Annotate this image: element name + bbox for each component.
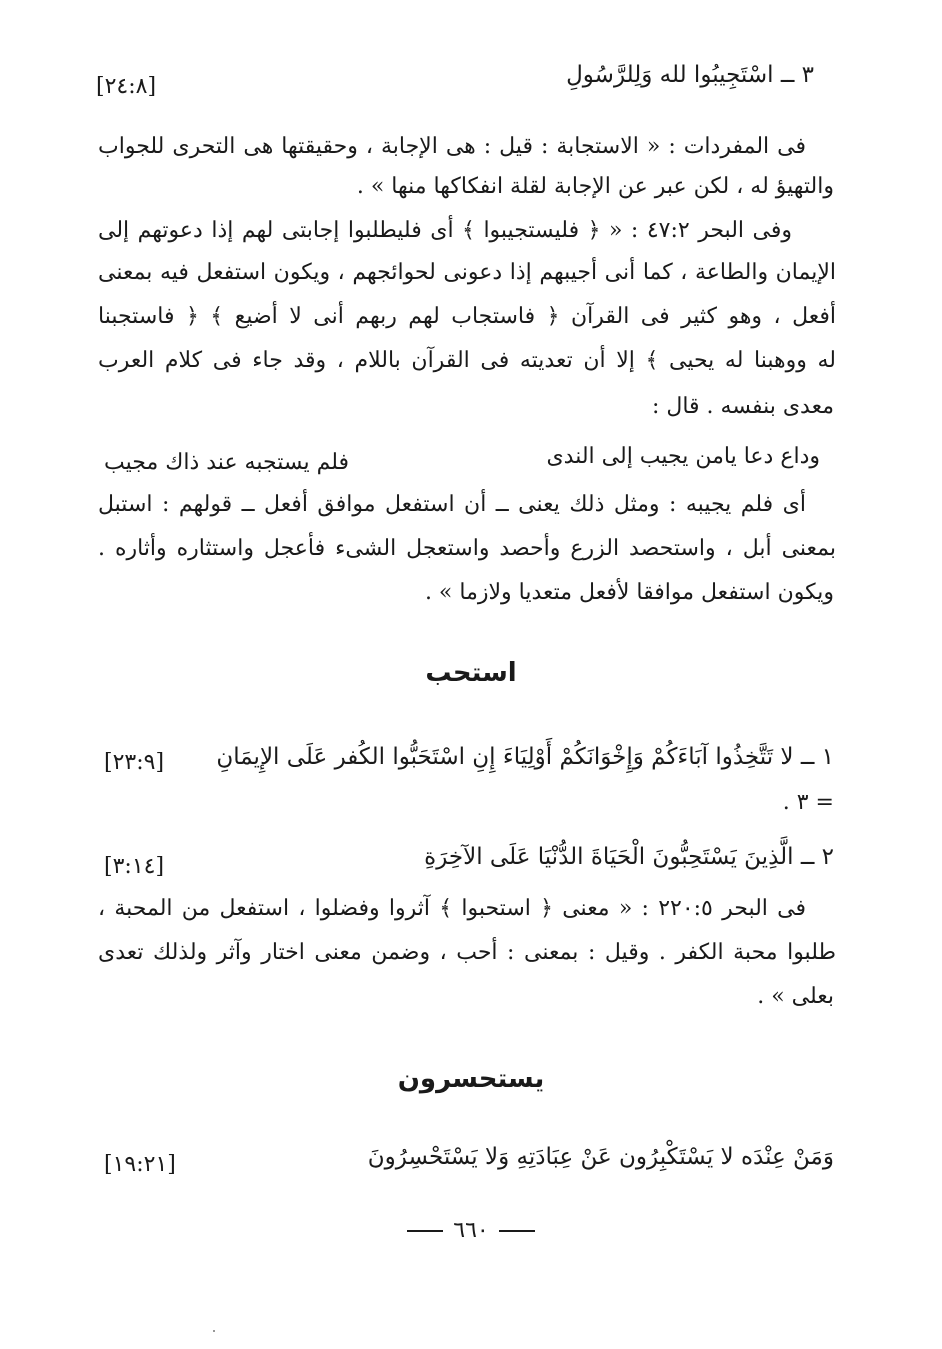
paragraph-line: الإيمان والطاعة ، كما أنى أجيبهم إذا دعونى لحوائجهم ، ويكون استفعل فيه بمعنى [98,260,837,285]
paragraph-line: بعلى » . [757,984,834,1009]
paragraph-line: = ٣ . [782,790,834,815]
verse-reference: [٣:١٤] [104,854,165,879]
paragraph-line: وفى البحر ٤٧:٢ : « ﴿ فليستجيبوا ﴾ أى فليطلبوا إجابتى لهم إذا دعوتهم إلى [98,218,792,243]
paragraph-line: فى البحر ٢٢٠:٥ : « معنى ﴿ استحبوا ﴾ آثروا وفضلوا ، استفعل من المحبة ، [98,896,806,921]
paragraph-line: أفعل ، وهو كثير فى القرآن ﴿ فاستجاب لهم ربهم أنى لا أضيع ﴾ ﴿ فاستجبنا [98,304,836,329]
paragraph-line: طلبوا محبة الكفر . وقيل : بمعنى : أحب ، وضمن معنى اختار وآثر ولذلك تعدى [98,940,836,965]
paragraph-line: والتهيؤ له ، لكن عبر عن الإجابة لقلة انفكاكها منها » . [356,174,834,199]
dash-right [407,1230,443,1232]
paragraph-line: فى المفردات : « الاستجابة : قيل : هى الإجابة ، وحقيقتها هى التحرى للجواب [98,134,806,159]
quran-verse: ٣ ــ اسْتَجِيبُوا لله وَلِلرَّسُولِ [566,62,814,88]
verse-reference: [٢٣:٩] [104,750,165,775]
page-number-value: ٦٦٠ [453,1218,489,1243]
paragraph-line: أى فلم يجيبه : ومثل ذلك يعنى ــ أن استفعل موافق أفعل ــ قولهم : استبل [98,492,806,517]
quran-verse: وَمَنْ عِنْدَه لا يَسْتَكْبِرُون عَنْ عِبَادَتِهِ وَلا يَسْتَحْسِرُونَ [367,1144,834,1170]
paragraph-line: له ووهبنا له يحيى ﴾ إلا أن تعديته فى القرآن باللام ، وقد جاء فى كلام العرب [98,348,836,373]
poem-hemistich-second: فلم يستجبه عند ذاك مجيب [104,450,350,475]
poem-hemistich-first: وداع دعا يامن يجيب إلى الندى [546,444,820,469]
paragraph-line: بمعنى أبل ، واستحصد الزرع وأحصد واستعجل الشىء فأعجل واستثاره وأثاره . [98,536,836,561]
paragraph-line: ويكون استفعل موافقا لأفعل متعديا ولازما » . [424,580,834,605]
scan-speck [213,1330,215,1332]
quran-verse: ٢ ــ الَّذِينَ يَسْتَحِبُّونَ الْحَيَاةَ الدُّنْيَا عَلَى الآخِرَةِ [424,844,834,870]
section-heading: استحب [425,658,517,688]
quran-verse: ١ ــ لا تَتَّخِذُوا آبَاءَكُمْ وَإِخْوَانَكُمْ أَوْلِيَاءَ إِنِ اسْتَحَبُّوا الكُفر عَلَى الإِيمَانِ [216,744,834,770]
dash-left [499,1230,535,1232]
verse-reference: [١٩:٢١] [104,1152,176,1177]
paragraph-line: معدى بنفسه . قال : [651,394,834,419]
section-heading: يستحسرون [397,1064,545,1094]
verse-reference: [٢٤:٨] [96,74,157,99]
page-number [0,1216,942,1246]
